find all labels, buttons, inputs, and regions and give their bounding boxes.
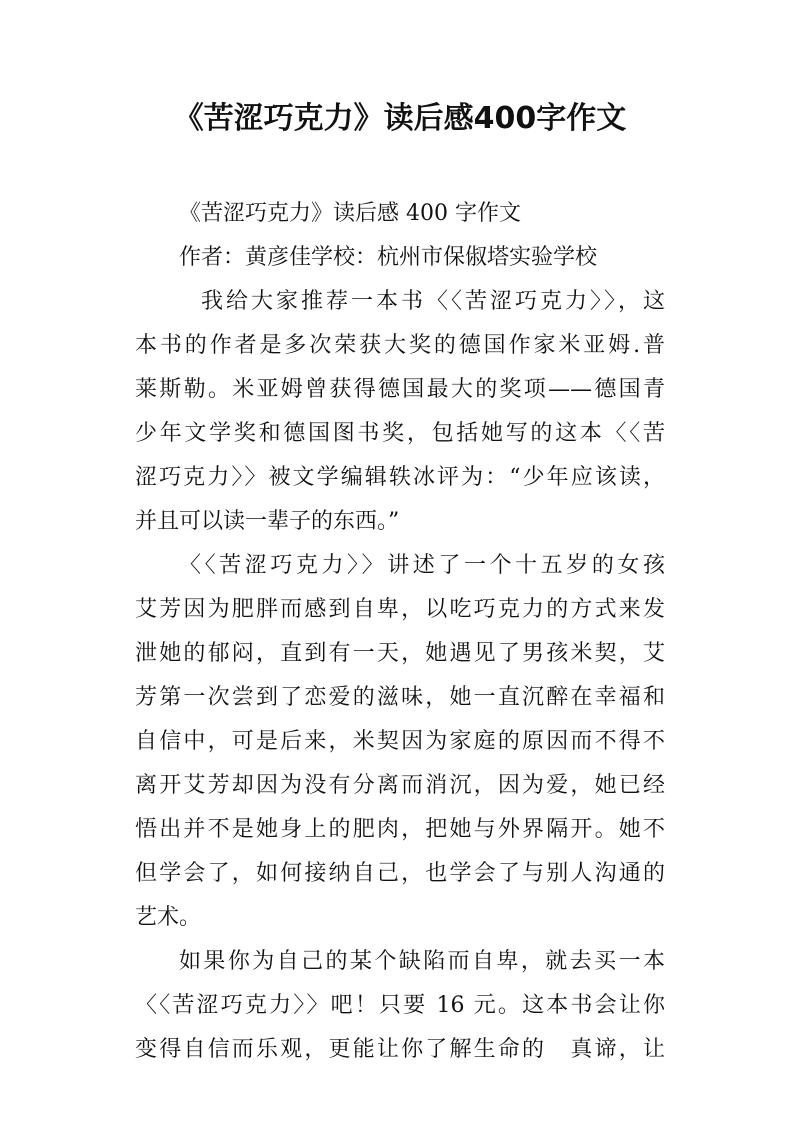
paragraph-line: 少年文学奖和德国图书奖，包括她写的这本〈〈苦: [135, 421, 665, 446]
paragraph-1: [135, 280, 665, 544]
paragraph-line: 涩巧克力〉〉被文学编辑轶冰评为：“少年应该读，: [135, 465, 665, 490]
page-title: 《苦涩巧克力》读后感400字作文: [173, 101, 627, 136]
paragraph-line: 艾芳因为肥胖而感到自卑，以吃巧克力的方式来发: [135, 597, 665, 622]
paragraph-2: [135, 544, 665, 940]
paragraph-3: [135, 940, 665, 1072]
paragraph-line: 泄她的郁闷，直到有一天，她遇见了男孩米契，艾: [135, 641, 665, 666]
paragraph-line: 艺术。: [135, 905, 202, 930]
paragraph-line: 〈〈苦涩巧克力〉〉吧！只要 16 元。这本书会让你: [135, 993, 665, 1018]
document-body: [135, 192, 665, 1072]
paragraph-line: 变得自信而乐观，更能让你了解生命的 真谛，让: [135, 1037, 665, 1062]
paragraph-line: 但学会了，如何接纳自己，也学会了与别人沟通的: [135, 861, 665, 886]
paragraph-line: 自信中，可是后来，米契因为家庭的原因而不得不: [135, 729, 665, 754]
author-line: 作者：黄彦佳学校：杭州市保俶塔实验学校: [179, 245, 598, 270]
paragraph-line: 芳第一次尝到了恋爱的滋味，她一直沉醉在幸福和: [135, 685, 665, 710]
paragraph-line: 我给大家推荐一本书〈〈苦涩巧克力〉〉，这: [201, 289, 665, 314]
paragraph-line: 莱斯勒。米亚姆曾获得德国最大的奖项——德国青: [135, 377, 665, 402]
paragraph-line: 悟出并不是她身上的肥肉，把她与外界隔开。她不: [135, 817, 665, 842]
paragraph-line: 如果你为自己的某个缺陷而自卑，就去买一本: [179, 949, 665, 974]
paragraph-line: 本书的作者是多次荣获大奖的德国作家米亚姆.普: [135, 333, 665, 358]
paragraph-line: 离开艾芳却因为没有分离而消沉，因为爱，她已经: [135, 773, 665, 798]
paragraph-line: 〈〈苦涩巧克力〉〉讲述了一个十五岁的女孩: [179, 553, 665, 578]
document-subtitle: 《苦涩巧克力》读后感 400 字作文: [179, 201, 521, 226]
paragraph-line: 并且可以读一辈子的东西。”: [135, 509, 400, 534]
